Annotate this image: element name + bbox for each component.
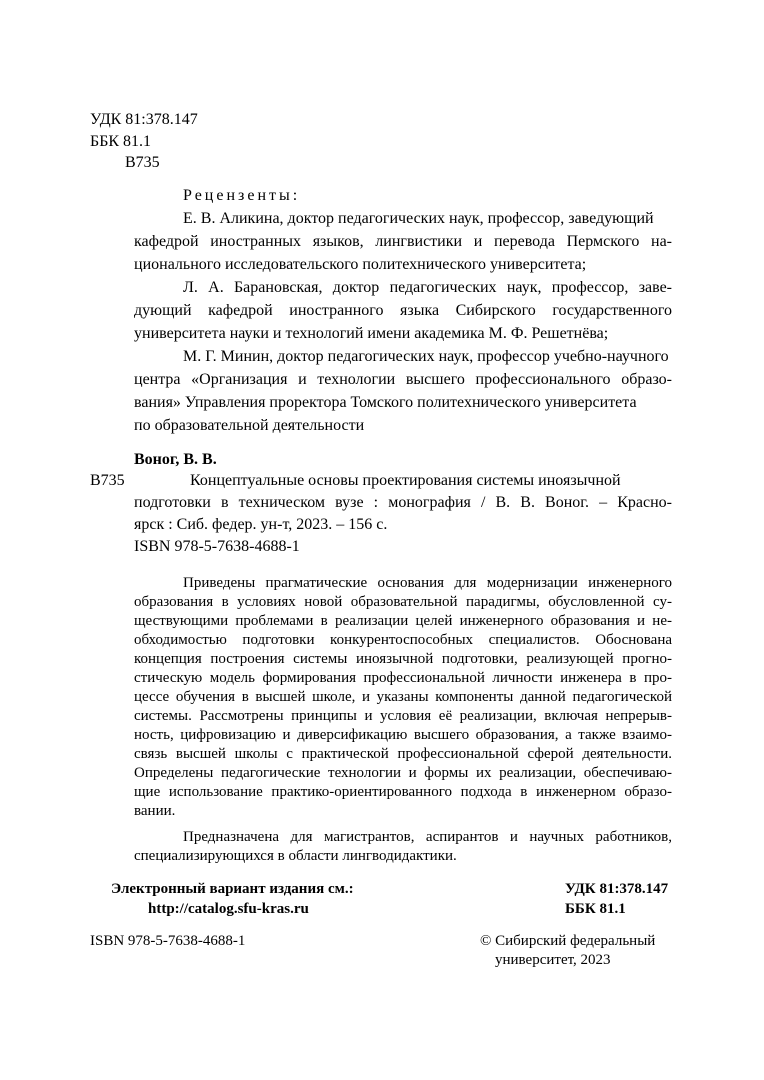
electronic-version-label: Электронный вариант издания см.: — [111, 881, 354, 897]
footer-bbk: ББК 81.1 — [565, 901, 626, 917]
catalog-url[interactable]: http://catalog.sfu-kras.ru — [148, 901, 309, 917]
abstract-line: Определены педагогические технологии и формы их реализации, обеспечиваю- — [134, 765, 672, 781]
abstract-line: образования в условиях новой образовательной парадигмы, обусловленной су- — [134, 594, 672, 610]
reviewer-line: университета науки и технологий имени академика М. Ф. Решетнёва; — [134, 325, 609, 342]
copyright-line: университет, 2023 — [495, 952, 611, 968]
reviewer-line: по образовательной деятельности — [134, 417, 365, 434]
bib-title-line: Концептуальные основы проектирования системы иноязычной — [190, 472, 621, 489]
footer-udk: УДК 81:378.147 — [565, 881, 669, 897]
bib-title-line: ярск : Сиб. федер. ун-т, 2023. – 156 с. — [134, 516, 388, 533]
abstract-line: Приведены прагматические основания для модернизации инженерного — [183, 575, 672, 591]
reviewer-line: кафедрой иностранных языков, лингвистики и перевода Пермского на- — [134, 233, 672, 250]
reviewer-line: Е. В. Аликина, доктор педагогических наук, профессор, заведующий — [183, 210, 654, 227]
copyright-line: © Сибирский федеральный — [480, 933, 656, 949]
abstract-line: концепция построения системы иноязычной подготовки, реализующей прогно- — [134, 651, 672, 667]
reviewers-heading: Рецензенты: — [183, 187, 301, 204]
author-name: Воног, В. В. — [134, 451, 217, 468]
abstract-line: цессе обучения в высшей школе, и указаны компоненты данной педагогической — [134, 689, 672, 705]
abstract-line: ность, цифровизацию и диверсификацию высшего образования, а также взаимо- — [134, 727, 672, 743]
reviewer-line: дующий кафедрой иностранного языка Сибирского государственного — [134, 302, 672, 319]
reviewer-line: Л. А. Барановская, доктор педагогических наук, профессор, заве- — [183, 279, 672, 296]
footer-isbn: ISBN 978-5-7638-4688-1 — [90, 933, 246, 949]
bib-title-line: подготовки в техническом вузе : монография / В. В. Воног. – Красно- — [134, 494, 672, 511]
reviewer-line: ционального исследовательского политехнического университета; — [134, 256, 587, 273]
author-sign: В735 — [125, 154, 160, 171]
purpose-line: Предназначена для магистрантов, аспирантов и научных работников, — [183, 829, 672, 845]
abstract-line: связь высшей школы с практической профессиональной сферой деятельности. — [134, 746, 672, 762]
purpose-line: специализирующихся в области лингводидактики. — [134, 848, 457, 864]
abstract-line: обходимостью подготовки конкурентоспособных специалистов. Обоснована — [134, 632, 672, 648]
reviewer-line: М. Г. Минин, доктор педагогических наук, профессор учебно-научного — [183, 348, 669, 365]
reviewer-line: вания» Управления проректора Томского политехнического университета — [134, 394, 637, 411]
abstract-line: вании. — [134, 803, 176, 819]
abstract-line: щие использование практико-ориентированного подхода в инженерном образо- — [134, 784, 672, 800]
reviewer-line: центра «Организация и технологии высшего профессионального образо- — [134, 371, 672, 388]
bib-code: В735 — [90, 472, 125, 489]
abstract-line: стическую модель формирования профессиональной личности инженера в про- — [134, 670, 672, 686]
bib-isbn: ISBN 978-5-7638-4688-1 — [134, 538, 300, 555]
udk-code: УДК 81:378.147 — [90, 111, 198, 128]
abstract-line: ществующими проблемами в реализации целей инженерного образования и не- — [134, 613, 672, 629]
abstract-line: системы. Рассмотрены принципы и условия её реализации, включая непрерыв- — [134, 708, 672, 724]
bbk-code: ББК 81.1 — [90, 133, 152, 150]
